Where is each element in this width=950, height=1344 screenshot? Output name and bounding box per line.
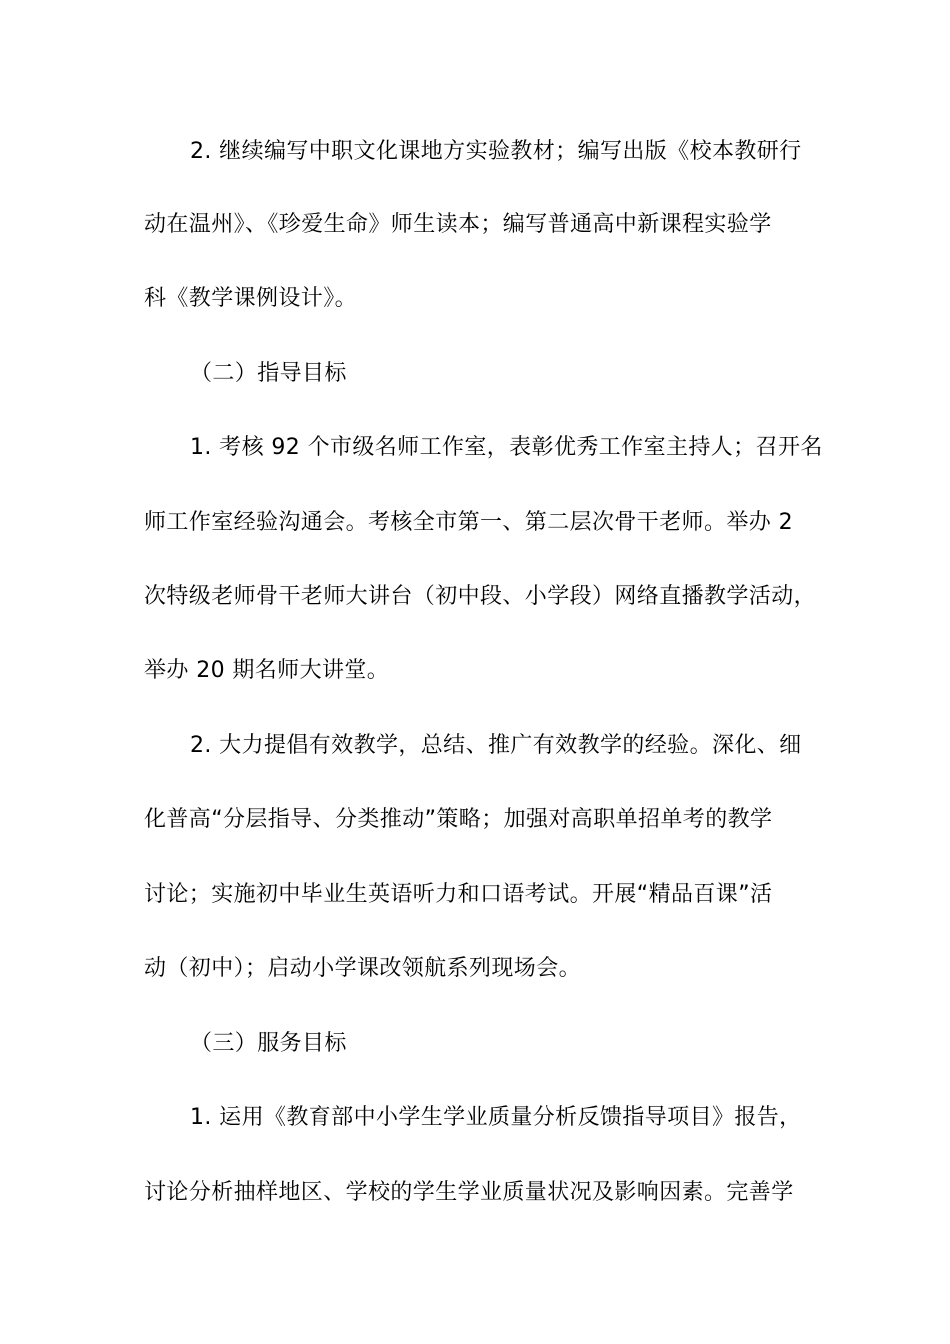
section-heading: （三）服务目标 [190, 1031, 347, 1056]
paragraph-line: 次特级老师骨干老师大讲台（初中段、小学段）网络直播教学活动， [144, 584, 817, 609]
paragraph-line: 师工作室经验沟通会。考核全市第一、第二层次骨干老师。举办 2 [144, 510, 793, 535]
paragraph-line: 举办 20 期名师大讲堂。 [144, 658, 390, 683]
paragraph-line: 1. 考核 92 个市级名师工作室，表彰优秀工作室主持人；召开名 [190, 435, 823, 460]
paragraph-line: 动（初中）；启动小学课改领航系列现场会。 [144, 956, 582, 981]
paragraph-line: 讨论；实施初中毕业生英语听力和口语考试。开展“精品百课”活 [144, 882, 773, 907]
paragraph-line: 科《教学课例设计》。 [144, 286, 358, 311]
section-heading: （二）指导目标 [190, 361, 347, 386]
paragraph-line: 2. 继续编写中职文化课地方实验教材；编写出版《校本教研行 [190, 139, 802, 164]
paragraph-line: 化普高“分层指导、分类推动”策略；加强对高职单招单考的教学 [144, 807, 773, 832]
paragraph-line: 讨论分析抽样地区、学校的学生学业质量状况及影响因素。完善学 [144, 1180, 794, 1205]
paragraph-line: 1. 运用《教育部中小学生学业质量分析反馈指导项目》报告， [190, 1105, 802, 1130]
paragraph-line: 动在温州》、《珍爱生命》师生读本；编写普通高中新课程实验学 [144, 212, 772, 237]
paragraph-line: 2. 大力提倡有效教学，总结、推广有效教学的经验。深化、细 [190, 733, 802, 758]
